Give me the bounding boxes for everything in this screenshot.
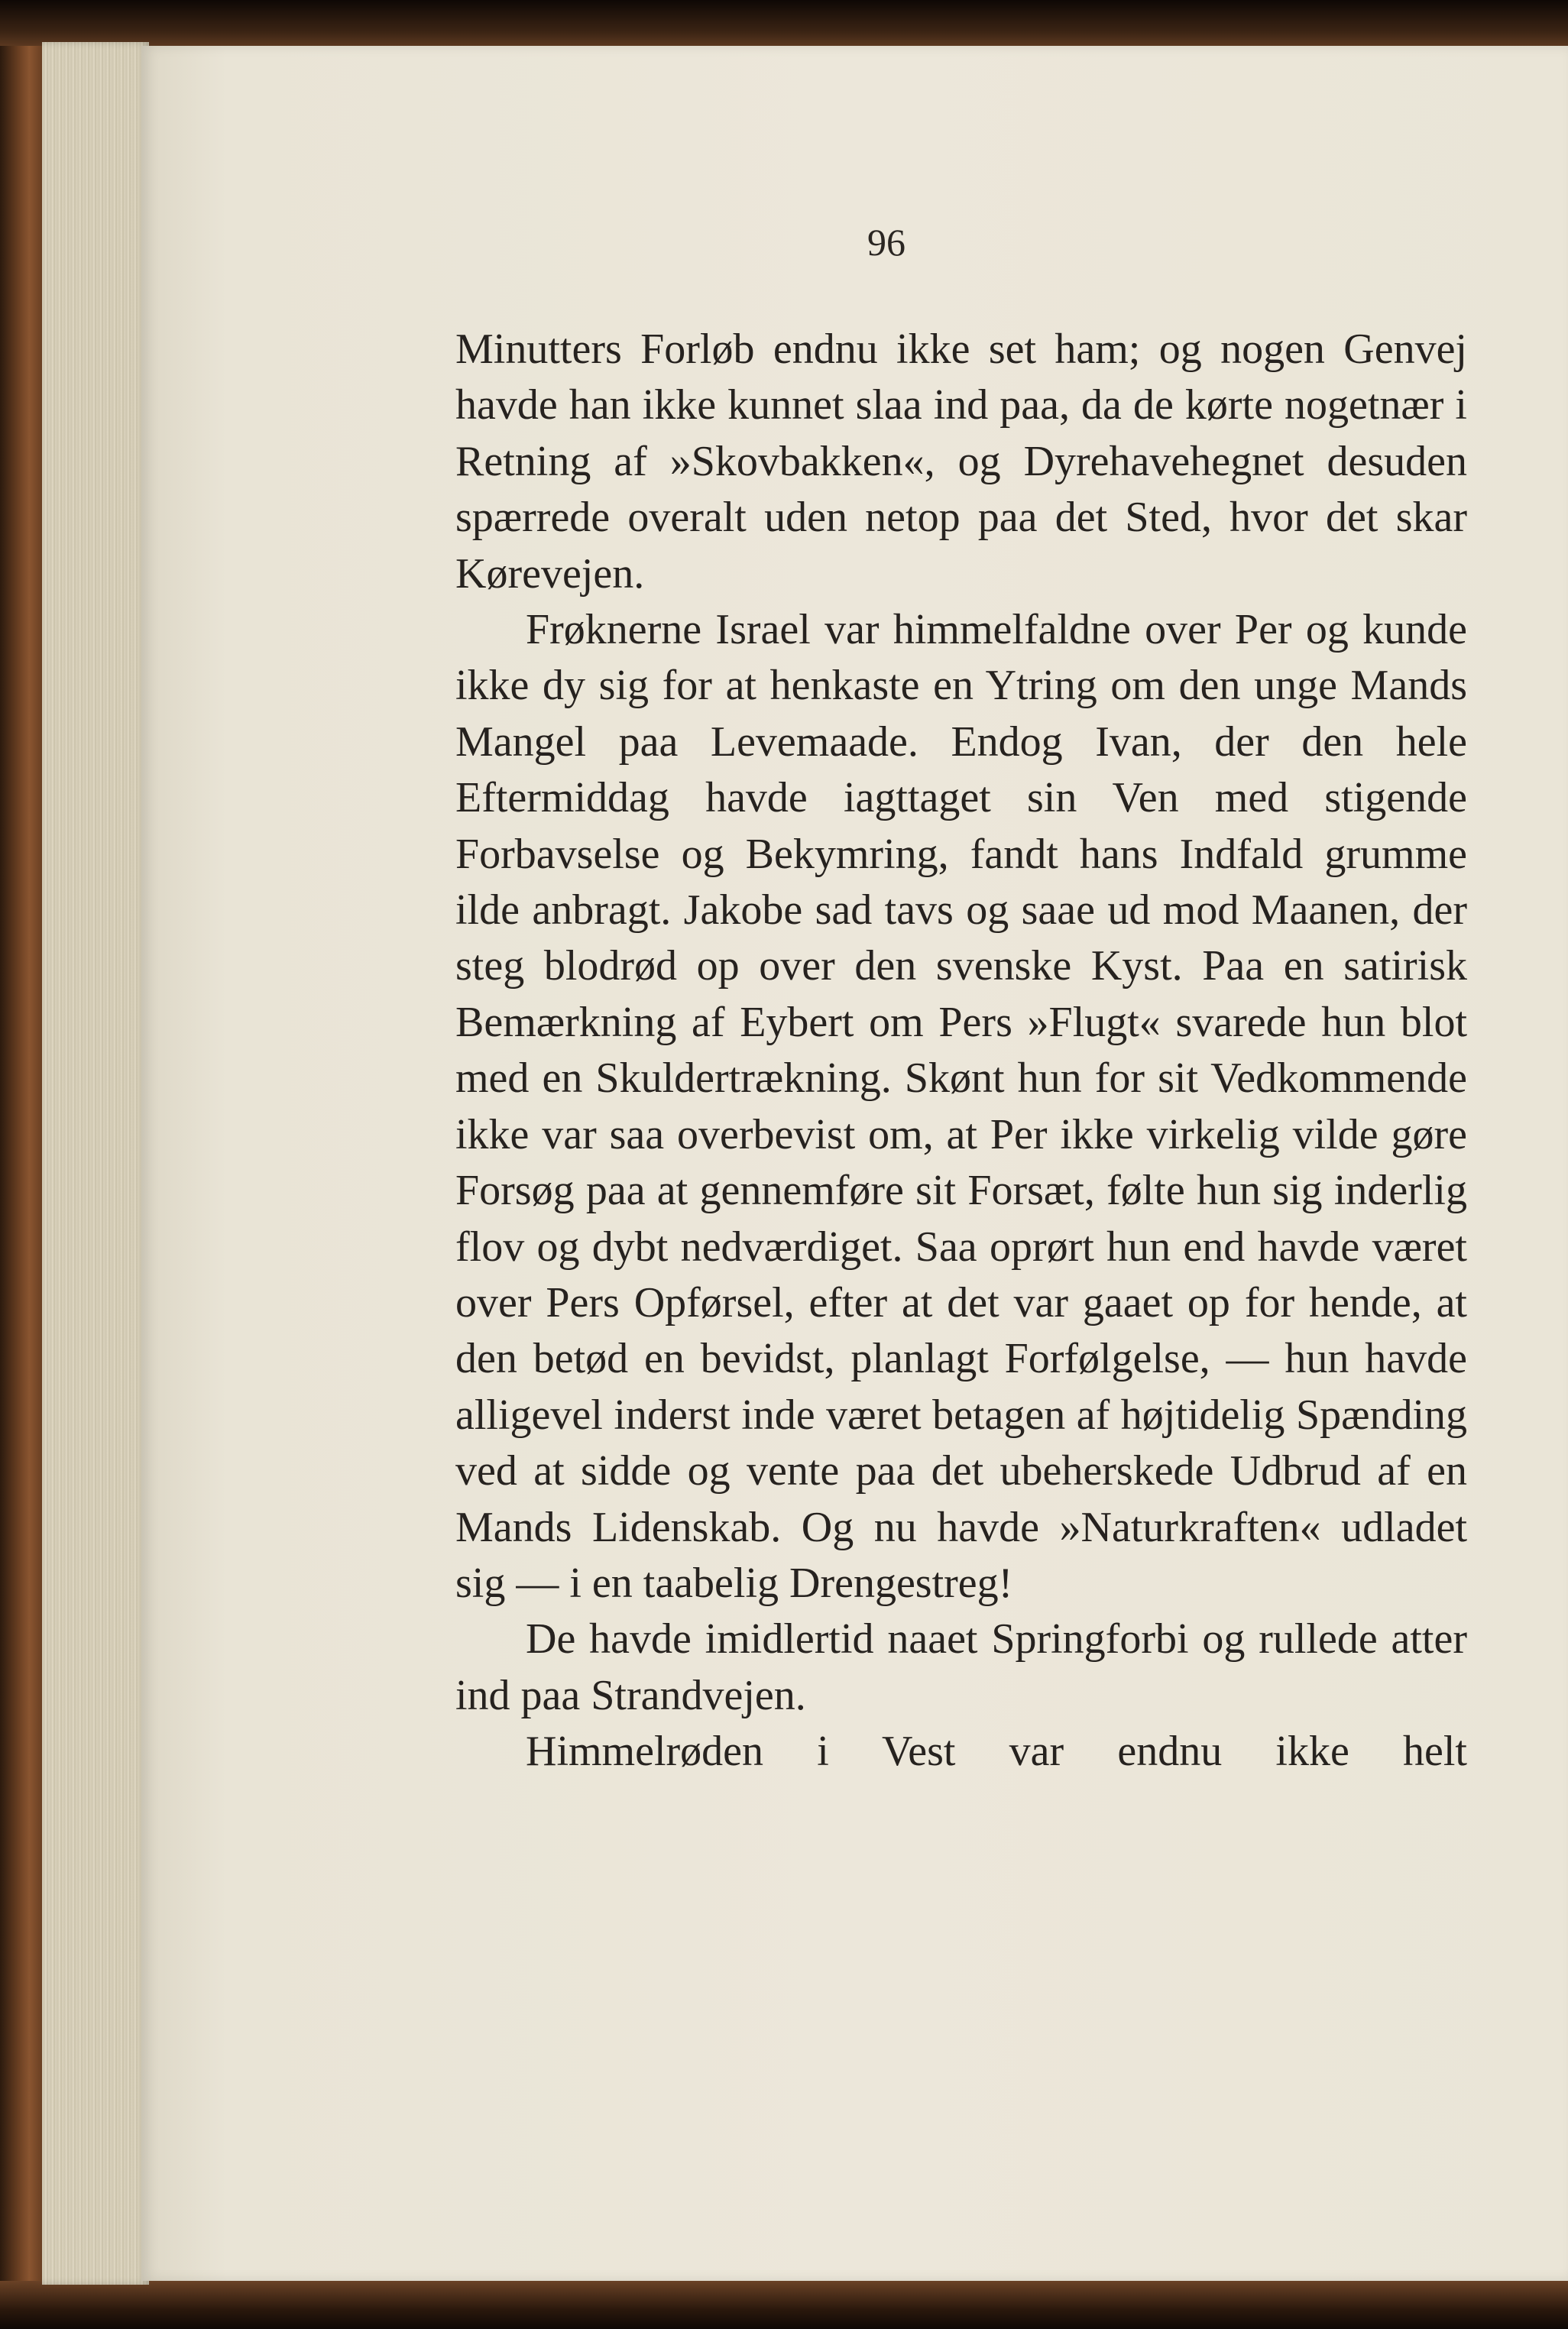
page-number: 96 [867, 221, 905, 264]
page-edges [42, 42, 149, 2285]
paragraph-3: De havde imidlertid naaet Springforbi og rullede atter ind paa Strandvejen. [455, 1615, 1467, 1719]
paragraph-2: Frøknerne Israel var himmelfaldne over Per og kunde ikke dy sig for at henkaste en Ytring om den unge Mands Mangel paa Levemaade. Endog Ivan, der den hele Eftermiddag havde iagttaget sin Ven med stigende Forbavselse og Bekymring, fandt hans Indfald grumme ilde anbragt. Jakobe sad tavs og saae ud mod Maanen, der steg blodrød op over den svenske Kyst. Paa en satirisk Bemærkning af Eybert om Pers »Flugt« svarede hun blot med en Skuldertrækning. Skønt hun for sit Vedkommende ikke var saa overbevist om, at Per ikke virkelig vilde gøre Forsøg paa at gennemføre sit Forsæt, følte hun sig inderlig flov og dybt nedværdiget. Saa oprørt hun end havde været over Pers Opførsel, efter at det var gaaet op for hende, at den betød en bevidst, planlagt Forfølgelse, — hun havde alligevel inderst inde været betagen af højtidelig Spænding ved at sidde og vente paa det ubeherskede Udbrud af en Mands Lidenskab. Og nu havde »Naturkraften« udladet sig — i en taabelig Drengestreg! [455, 606, 1467, 1607]
book-cover-top [0, 0, 1568, 46]
paragraph-4: Himmelrøden i Vest var endnu ikke helt [526, 1728, 1467, 1776]
paragraph-1: Minutters Forløb endnu ikke set ham; og nogen Genvej havde han ikke kunnet slaa ind paa, da de kørte nogetnær i Retning af »Skovbakken«, og Dyrehavehegnet desuden spærrede overalt uden netop paa det Sted, hvor det skar Kørevejen. [455, 326, 1467, 598]
body-text [455, 322, 1467, 1780]
book-cover-bottom [0, 2281, 1568, 2329]
